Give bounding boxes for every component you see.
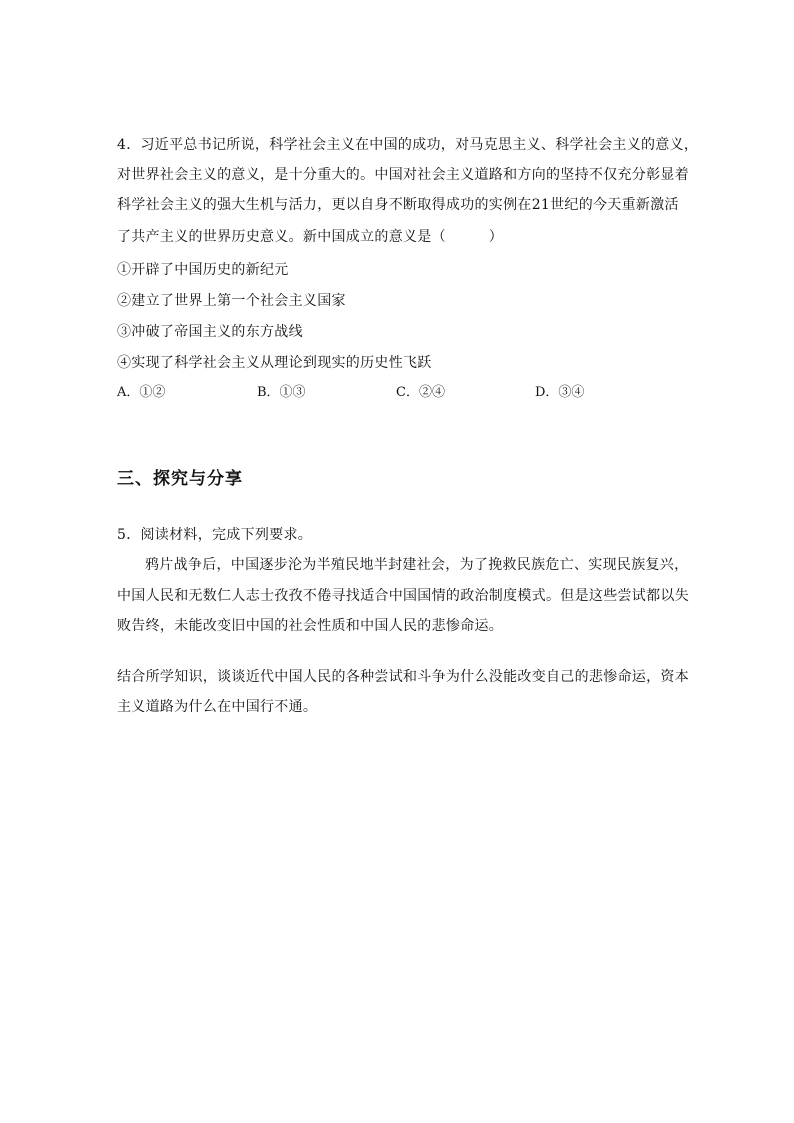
question4-line-3: 科学社会主义的强大生机与活力，更以自身不断取得成功的实例在21世纪的今天重新激活 <box>117 197 679 213</box>
question4-statement-1: ①开辟了中国历史的新纪元 <box>117 262 289 278</box>
question5-task-line-1: 结合所学知识，谈谈近代中国人民的各种尝试和斗争为什么没能改变自己的悲惨命运，资本 <box>117 669 689 685</box>
question4-statement-3: ③冲破了帝国主义的东方战线 <box>117 324 303 340</box>
option-c[interactable]: C．②④ <box>396 385 445 400</box>
option-b[interactable]: B．①③ <box>257 385 306 400</box>
question4-line-1: 4．习近平总书记所说，科学社会主义在中国的成功，对马克思主义、科学社会主义的意义， <box>117 137 699 153</box>
question4-options <box>117 383 677 403</box>
question4-statement-4: ④实现了科学社会主义从理论到现实的历史性飞跃 <box>117 355 432 371</box>
option-d[interactable]: D．③④ <box>535 385 585 400</box>
question5-material-line-2: 中国人民和无数仁人志士孜孜不倦寻找适合中国国情的政治制度模式。但是这些尝试都以失 <box>117 588 689 604</box>
question5-material-line-1: 鸦片战争后，中国逐步沦为半殖民地半封建社会，为了挽救民族危亡、实现民族复兴， <box>145 557 689 573</box>
question5-task-line-2: 主义道路为什么在中国行不通。 <box>117 699 318 715</box>
question4-line-4: 了共产主义的世界历史意义。新中国成立的意义是（ ） <box>117 229 504 245</box>
question5-prompt: 5．阅读材料，完成下列要求。 <box>117 527 313 543</box>
question4-line-2: 对世界社会主义的意义，是十分重大的。中国对社会主义道路和方向的坚持不仅充分彰显着 <box>117 167 689 183</box>
question4-statement-2: ②建立了世界上第一个社会主义国家 <box>117 293 346 309</box>
question5-material-line-3: 败告终，未能改变旧中国的社会性质和中国人民的悲惨命运。 <box>117 618 504 634</box>
section-title: 三、探究与分享 <box>117 469 243 489</box>
option-a[interactable]: A．①② <box>117 385 166 400</box>
